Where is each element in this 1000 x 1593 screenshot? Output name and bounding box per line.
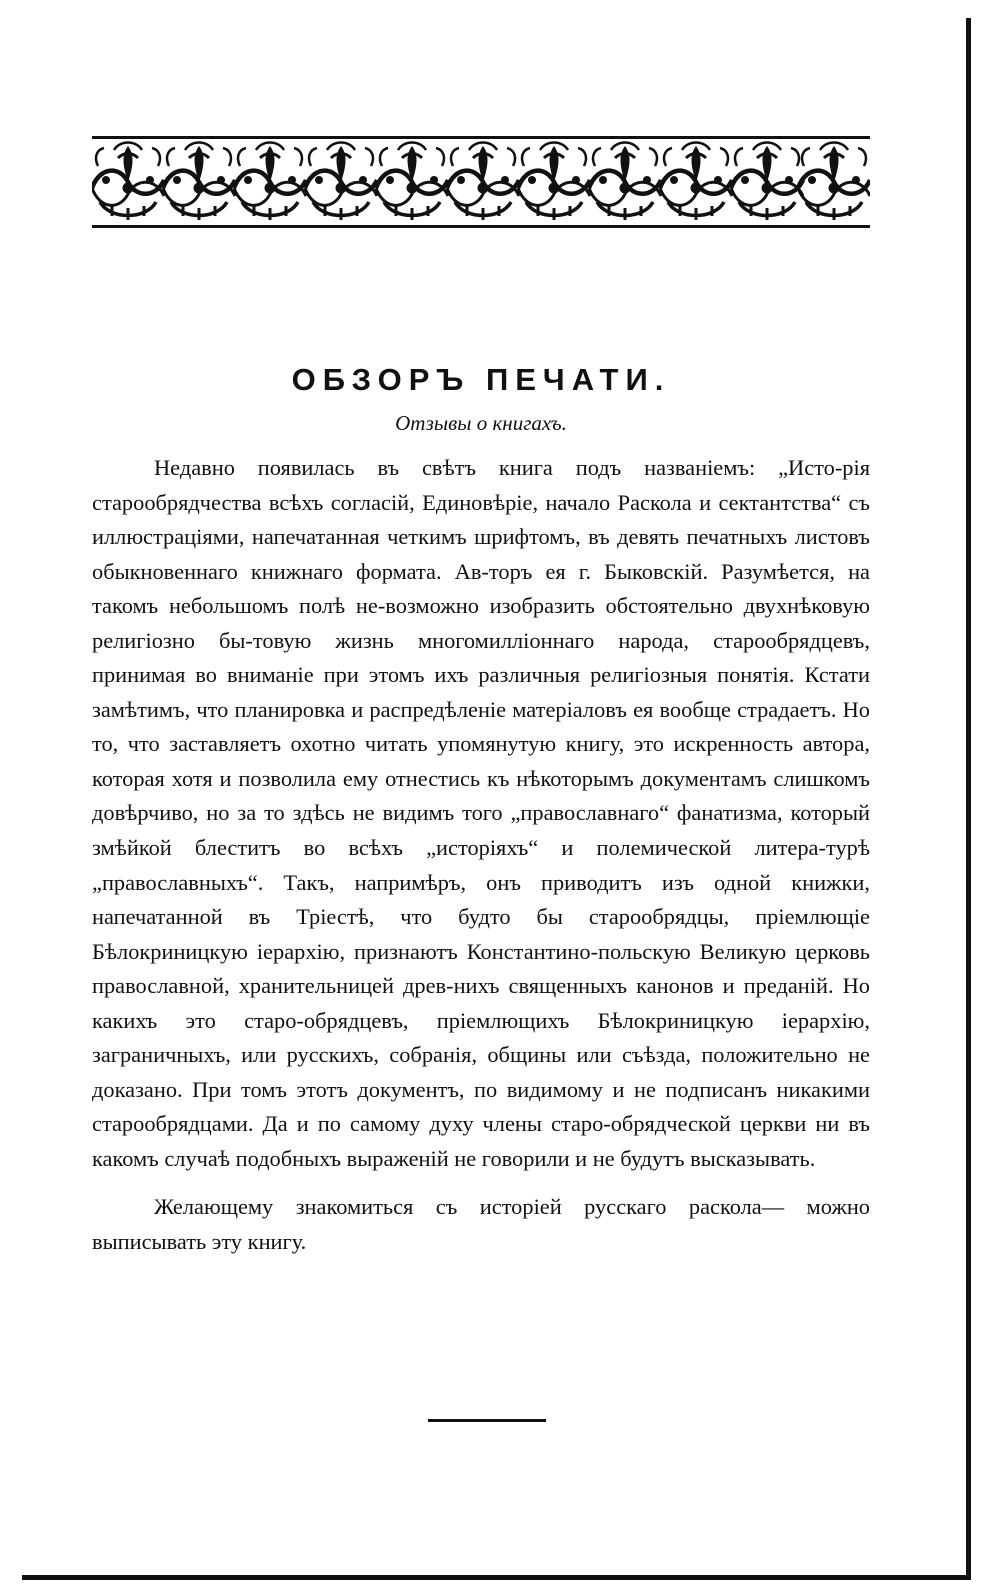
page-subtitle: Отзывы о книгахъ. [395, 411, 567, 435]
ornamental-header-band [92, 136, 870, 228]
page-title: ОБЗОРЪ ПЕЧАТИ. [291, 362, 671, 397]
article-paragraph: Желающему знакомиться съ исторіей русскаго раскола— можно выписывать эту книгу. [92, 1194, 870, 1255]
article-body [92, 451, 870, 1260]
article-paragraph: Недавно появилась въ свѣтъ книга подъ названіемъ: „Исто-рія старообрядчества всѣхъ согласій, Единовѣріе, начало Раскола и сектантства“ съ иллюстраціями, напечатанная четкимъ шрифтомъ, въ девять печатныхъ листовъ обыкновеннаго книжнаго формата. Ав-торъ ея г. Быковскій. Разумѣется, на такомъ небольшомъ полѣ не-возможно изобразить обстоятельно двухнѣковую религіозно бы-товую жизнь многомилліоннаго народа, старообрядцевъ, принимая во вниманіе при этомъ ихъ различныя религіозныя понятія. Кстати замѣтимъ, что планировка и распредѣленіе матеріаловъ ея вообще страдаетъ. Но то, что заставляетъ охотно читать упомянутую книгу, это искренность автора, которая хотя и позволила ему отнестись къ нѣкоторымъ документамъ слишкомъ довѣрчиво, но за то здѣсь не видимъ того „православнаго“ фанатизма, который змѣйкой блеститъ во всѣхъ „исторіяхъ“ и полемической литера-турѣ „православныхъ“. Такъ, напримѣръ, онъ приводитъ изъ одной книжки, напечатанной въ Тріестѣ, что будто бы старообрядцы, пріемлющіе Бѣлокриницкую іерархію, признаютъ Константино-польскую Великую церковь православной, хранительницей древ-нихъ священныхъ канонов и преданій. Но какихъ это старо-обрядцевъ, пріемлющихъ Бѣлокриницкую іерархію, заграничныхъ, или русскихъ, собранія, общины или съѣзда, положительно не доказано. При томъ этотъ документъ, по видимому и не подписанъ никакими старообрядцами. Да и по самому духу члены старо-обрядческой церкви ни въ какомъ случаѣ подобныхъ выраженій не говорили и не будутъ высказывать. [92, 455, 870, 1171]
closing-rule [428, 1419, 546, 1422]
page-edge-right [966, 18, 971, 1580]
page-edge-bottom [22, 1575, 971, 1580]
